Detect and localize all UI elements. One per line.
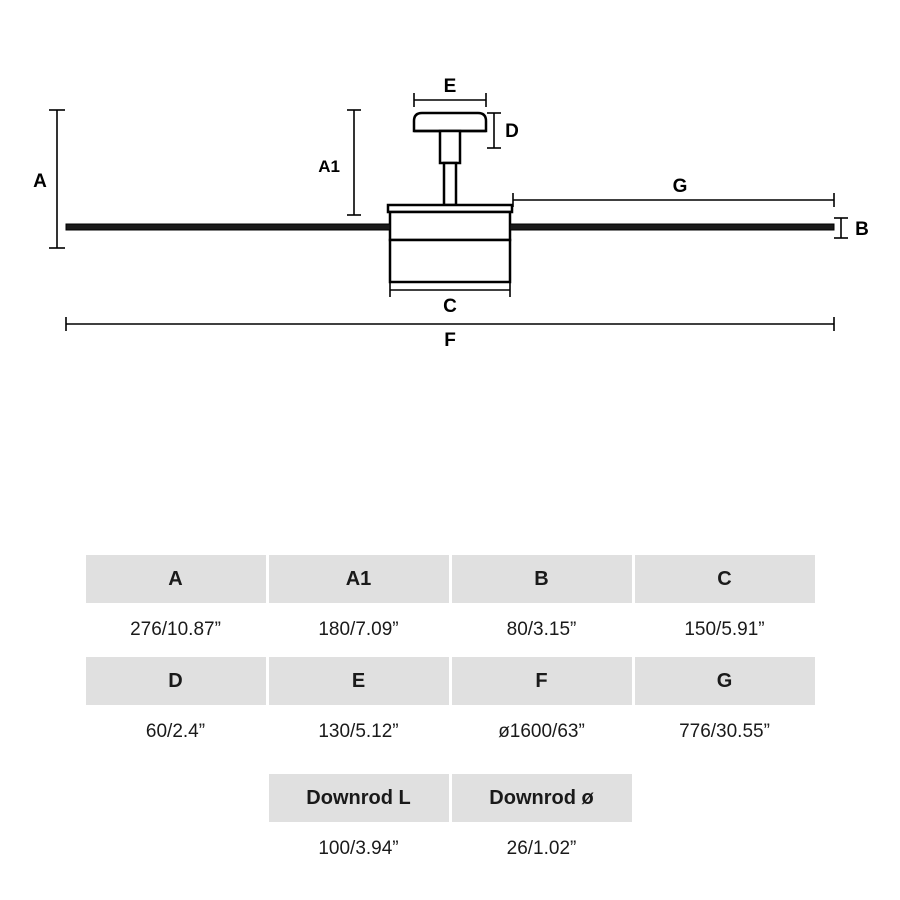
value-e: 130/5.12”: [269, 708, 449, 756]
table-row: [86, 555, 815, 603]
table-row: [86, 708, 815, 756]
downrod-lower: [444, 163, 456, 205]
table-row: [86, 657, 815, 705]
col-header-a1: A1: [269, 555, 449, 603]
value-c: 150/5.91”: [635, 606, 815, 654]
motor-housing-lower: [390, 240, 510, 282]
specifications-tables: [0, 552, 900, 876]
dimensions-table: [83, 552, 818, 759]
col-header-downrod-length: Downrod L: [269, 774, 449, 822]
table-row: [269, 774, 632, 822]
dim-label-a: A: [33, 171, 47, 192]
value-g: 776/30.55”: [635, 708, 815, 756]
dim-label-d: D: [505, 121, 519, 142]
value-downrod-length: 100/3.94”: [269, 825, 449, 873]
col-header-c: C: [635, 555, 815, 603]
dim-label-g: G: [672, 176, 688, 197]
dim-label-f: F: [444, 330, 456, 351]
table-row: [86, 606, 815, 654]
value-downrod-diameter: 26/1.02”: [452, 825, 632, 873]
col-header-g: G: [635, 657, 815, 705]
dim-label-a1: A1: [318, 157, 340, 176]
motor-housing-upper: [390, 212, 510, 240]
blade-right: [510, 224, 834, 230]
downrod-upper: [440, 131, 460, 163]
dim-label-e: E: [443, 76, 457, 97]
dim-label-c: C: [443, 296, 457, 317]
value-a: 276/10.87”: [86, 606, 266, 654]
col-header-b: B: [452, 555, 632, 603]
value-b: 80/3.15”: [452, 606, 632, 654]
value-f: ø1600/63”: [452, 708, 632, 756]
blade-left: [66, 224, 390, 230]
col-header-d: D: [86, 657, 266, 705]
table-row: [269, 825, 632, 873]
canopy-shape: [414, 113, 486, 131]
downrod-table: [266, 771, 635, 876]
dim-label-b: B: [855, 219, 869, 240]
col-header-e: E: [269, 657, 449, 705]
value-d: 60/2.4”: [86, 708, 266, 756]
col-header-f: F: [452, 657, 632, 705]
value-a1: 180/7.09”: [269, 606, 449, 654]
col-header-downrod-diameter: Downrod ø: [452, 774, 632, 822]
col-header-a: A: [86, 555, 266, 603]
